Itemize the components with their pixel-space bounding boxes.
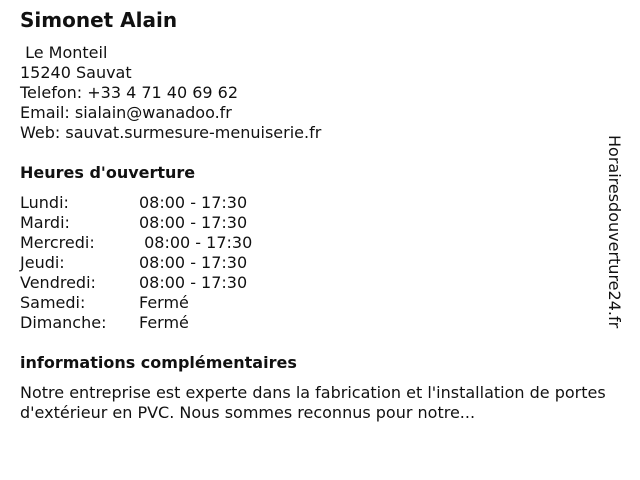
business-name: Simonet Alain	[20, 8, 178, 32]
hours-value: Fermé	[139, 293, 189, 312]
opening-hours-heading: Heures d'ouverture	[20, 163, 196, 182]
web-line: Web: sauvat.surmesure-menuiserie.fr	[20, 123, 322, 142]
phone-line: Telefon: +33 4 71 40 69 62	[20, 83, 239, 102]
hours-row-monday	[20, 193, 252, 213]
email-line: Email: sialain@wanadoo.fr	[20, 103, 232, 122]
day-label: Mardi:	[20, 213, 70, 232]
contact-block	[20, 43, 321, 143]
hours-row-thursday	[20, 253, 252, 273]
hours-value: 08:00 - 17:30	[139, 273, 248, 292]
site-watermark	[605, 135, 638, 345]
hours-row-sunday	[20, 313, 252, 333]
additional-info-heading: informations complémentaires	[20, 353, 297, 372]
business-description: Notre entreprise est experte dans la fabrication et l'installation de portes d'extérieur en PVC. Nous sommes reconnus pour notre...	[20, 383, 606, 422]
watermark-text: Horairesdouverture24.fr	[605, 135, 624, 329]
hours-value: 08:00 - 17:30	[139, 213, 248, 232]
day-label: Samedi:	[20, 293, 86, 312]
hours-row-friday	[20, 273, 252, 293]
hours-value: Fermé	[139, 313, 189, 332]
opening-hours-table	[20, 193, 252, 333]
hours-value: 08:00 - 17:30	[139, 233, 253, 252]
hours-value: 08:00 - 17:30	[139, 193, 248, 212]
day-label: Dimanche:	[20, 313, 107, 332]
day-label: Vendredi:	[20, 273, 96, 292]
address-line-2: 15240 Sauvat	[20, 63, 132, 82]
day-label: Mercredi:	[20, 233, 95, 252]
day-label: Jeudi:	[20, 253, 65, 272]
hours-row-wednesday	[20, 233, 252, 253]
hours-row-saturday	[20, 293, 252, 313]
hours-row-tuesday	[20, 213, 252, 233]
hours-value: 08:00 - 17:30	[139, 253, 248, 272]
day-label: Lundi:	[20, 193, 69, 212]
address-line-1: Le Monteil	[20, 43, 108, 62]
